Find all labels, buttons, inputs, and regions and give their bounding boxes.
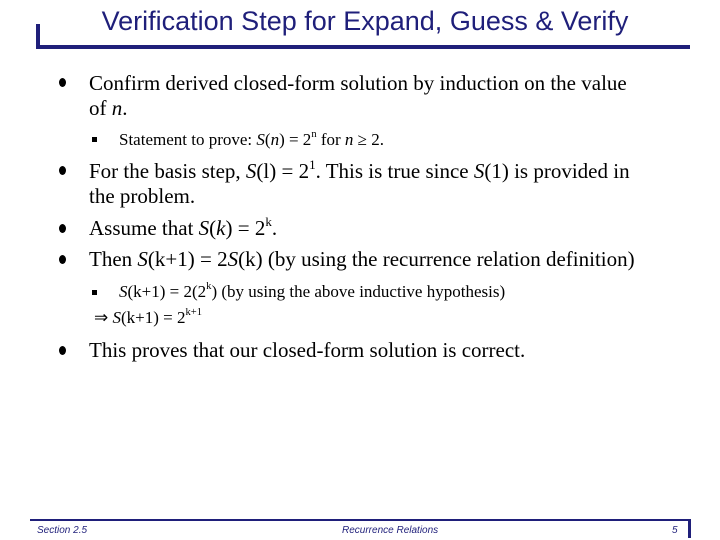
sub-bullet-hypothesis: $S(k+1) = 2(2^k)$ (by using the above inductive hypothesis) (119, 281, 506, 301)
bullet-5: This proves that our closed-form solution is correct. (89, 338, 526, 362)
footer-divider (30, 519, 690, 521)
bullet-2-line-1: For the basis step, $S(l) = 2^1$. This is true since S(1) is provided in (89, 156, 630, 183)
implication-line: ⇒ $S(k+1) = 2^{k+1}$ (94, 307, 202, 327)
bullet-2-line-2: the problem. (89, 184, 196, 208)
implies-icon: ⇒ (94, 308, 109, 327)
title-divider (36, 45, 690, 49)
footer-accent-bar (688, 519, 691, 538)
sub-bullet-statement: Statement to prove: $S(n) = 2^n$ for n ≥ 2. (119, 129, 384, 149)
bullet-dot (59, 166, 66, 175)
sub-bullet-square (92, 290, 97, 295)
bullet-dot (59, 346, 66, 355)
footer-section: Section 2.5 (37, 525, 88, 536)
bullet-1-line-2: of n. (89, 96, 128, 120)
bullet-dot (59, 78, 66, 87)
bullet-1-line-1: Confirm derived closed-form solution by induction on the value (89, 71, 627, 95)
bullet-3: Assume that $S(k) = 2^k$. (89, 213, 278, 240)
bullet-4: Then S(k+1) = 2S(k) (by using the recurrence relation definition) (89, 247, 635, 271)
footer-page-number: 5 (672, 525, 678, 536)
bullet-dot (59, 224, 66, 233)
bullet-dot (59, 255, 66, 264)
slide-title: Verification Step for Expand, Guess & Verify (101, 6, 629, 36)
sub-bullet-square (92, 137, 97, 142)
footer-topic: Recurrence Relations (342, 525, 439, 536)
